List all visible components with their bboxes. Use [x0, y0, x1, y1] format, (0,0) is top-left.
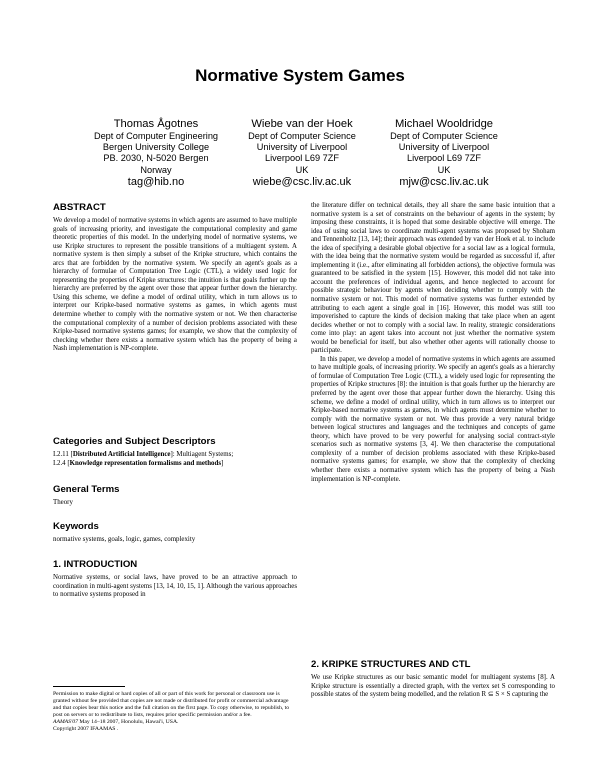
author-affiliation: Liverpool L69 7ZF — [264, 153, 340, 164]
copyright-text: Copyright 2007 IFAAMAS . — [53, 726, 119, 733]
section-heading: Keywords — [53, 521, 99, 532]
author-affiliation: Liverpool L69 7ZF — [406, 153, 482, 164]
category-line — [53, 451, 297, 460]
copyright-footnote — [53, 691, 297, 734]
paper-title: Normative System Games — [195, 66, 405, 85]
author-affiliation: UK — [437, 164, 451, 175]
author-affiliation: Bergen University College — [102, 142, 210, 153]
category-name: Distributed Artificial Intelligence — [72, 451, 171, 458]
section-heading: ABSTRACT — [53, 202, 106, 213]
category-sub: ] — [221, 459, 224, 467]
category-name: Knowledge representation formalisms and methods — [69, 459, 221, 467]
venue-name: AAMAS'07 — [53, 719, 78, 726]
keywords-section — [53, 521, 297, 545]
kripke-section — [311, 659, 555, 700]
author-name: Wiebe van der Hoek — [251, 118, 353, 130]
author-block — [354, 118, 534, 189]
category-line — [53, 460, 297, 469]
author-affiliation: University of Liverpool — [256, 142, 348, 153]
author-affiliation: Dept of Computer Science — [248, 131, 356, 141]
author-affiliation: Dept of Computer Science — [390, 131, 498, 141]
abstract-text: We develop a model of normative systems in which agents are assumed to have multiple goals of increasing priority, and investigate the computational complexity and game theoretic properties of this model. In the underlying model of normative systems, we use Kripke structures to represent the possible transitions of a multiagent system. A normative system is then simply a subset of the Kripke structure, which contains the arcs that are forbidden by the normative system. We specify an agent's goals as a hierarchy of formulae of Computation Tree Logic (CTL), a widely used logic for representing the properties of Kripke structures: the intuition is that goals further up the hierarchy are preferred by the agent over those that appear further down the hierarchy. Using this scheme, we define a model of ordinal utility, which in turn allows us to interpret our Kripke-based normative systems as games, in which agents must determine whether to comply with the normative system or not. We then characterise the computational complexity of a number of decision problems associated with these Kripke-based normative systems games; for example, we show that the complexity of checking whether there exists a normative system which has the property of being a Nash implementation is NP-complete. — [53, 217, 297, 353]
general-terms-text: Theory — [53, 499, 73, 506]
category-code: I.2.11 [ — [53, 451, 73, 458]
category-code: I.2.4 [ — [53, 459, 70, 467]
author-affiliation: University of Liverpool — [398, 142, 490, 153]
author-name: Thomas Ågotnes — [113, 118, 199, 130]
body-paragraph: We use Kripke structures as our basic semantic model for multiagent systems [8]. A Kripke structure is essentially a directed graph, with the vertex set S corresponding to possible states of the system being modelled, and the relation R ⊆ S × S capturing the — [311, 674, 555, 699]
footnote-rule — [53, 686, 125, 687]
section-heading: General Terms — [53, 484, 120, 495]
introduction-section — [53, 559, 297, 600]
section-heading: Categories and Subject Descriptors — [53, 436, 216, 447]
keywords-text: normative systems, goals, logic, games, complexity — [53, 536, 196, 543]
author-affiliation: UK — [295, 164, 309, 175]
author-email[interactable]: wiebe@csc.liv.ac.uk — [252, 175, 352, 188]
body-paragraph: In this paper, we develop a model of normative systems in which agents are assumed to have multiple goals, of increasing priority. We specify an agent's goals as a hierarchy of formulae of Computation Tree Logic (CTL), a widely used logic for representing the properties of Kripke structures [8]: the intuition is that goals further up the hierarchy are preferred by the agent over those that appear further down the hierarchy. Using this scheme, we define a model of ordinal utility, which in turn allows us to interpret our Kripke-based normative systems as games, in which agents must determine whether to comply with the normative system or not. We thus provide a very natural bridge between logical structures and languages and the techniques and concepts of game theory, which have proved to be very powerful for analysing social contract-style scenarios such as normative systems [3, 4]. We then characterise the computational complexity of a number of decision problems associated with these Kripke-based normative systems games; for example, we show that the complexity of checking whether there exists a normative system which has the property of being a Nash implementation is NP-complete. — [311, 355, 555, 483]
author-affiliation: PB. 2030, N-5020 Bergen — [103, 153, 209, 164]
author-email[interactable]: tag@hib.no — [127, 175, 185, 188]
right-column — [311, 202, 555, 484]
author-affiliation: Dept of Computer Engineering — [93, 131, 219, 141]
author-name: Michael Wooldridge — [394, 118, 494, 130]
categories-section — [53, 436, 297, 468]
introduction-text: Normative systems, or social laws, have proved to be an attractive approach to coordination in multi-agent systems [13, 14, 10, 15, 1]. Although the various approaches to normative systems proposed in — [53, 574, 298, 599]
author-email[interactable]: mjw@csc.liv.ac.uk — [399, 175, 489, 188]
general-terms-section — [53, 484, 297, 508]
category-sub: ]: Multiagent Systems; — [170, 451, 234, 458]
author-affiliation: Norway — [140, 164, 172, 175]
body-paragraph: the literature differ on technical details, they all share the same basic intuition that a normative system is a set of constraints on the behaviour of agents in the system; by imposing these constraints, it is hoped that some desirable objective will emerge. The idea of using social laws to coordinate multi-agent systems was proposed by Shoham and Tennenholtz [13, 14]; their approach was extended by van der Hoek et al. to include the idea of specifying a desirable global objective for a social law as a logical formula, with the idea being that the normative system would be regarded as successful if, after implementing it (i.e., after eliminating all forbidden actions), the objective formula was guaranteed to be satisfied in the system [15]. However, this model did not take into account the preferences of individual agents, and hence neglected to account for possible strategic behaviour by agents when deciding whether to comply with the normative system or not. This model of normative systems was further extended by attributing to each agent a single goal in [16]. However, this model was still too impoverished to capture the kinds of decision making that take place when an agent decides whether or not to comply with a social law. In reality, strategic considerations come into play: an agent takes into account not just whether the normative system would be beneficial for itself, but also whether other agents will rationally choose to participate. — [311, 202, 555, 355]
permission-text: Permission to make digital or hard copies of all or part of this work for personal or classroom use is granted without fee provided that copies are not made or distributed for profit or commercial advantage and that copies bear this notice and the full citation on the first page. To copy otherwise, to republish, to post on servers or to redistribute to lists, requires prior specific permission and/or a fee. — [53, 691, 290, 719]
venue-details: May 14–18 2007, Honolulu, Hawai'i, USA. — [77, 719, 179, 726]
section-heading: 2. KRIPKE STRUCTURES AND CTL — [311, 659, 471, 670]
section-heading: 1. INTRODUCTION — [53, 559, 138, 570]
abstract-section — [53, 202, 297, 354]
